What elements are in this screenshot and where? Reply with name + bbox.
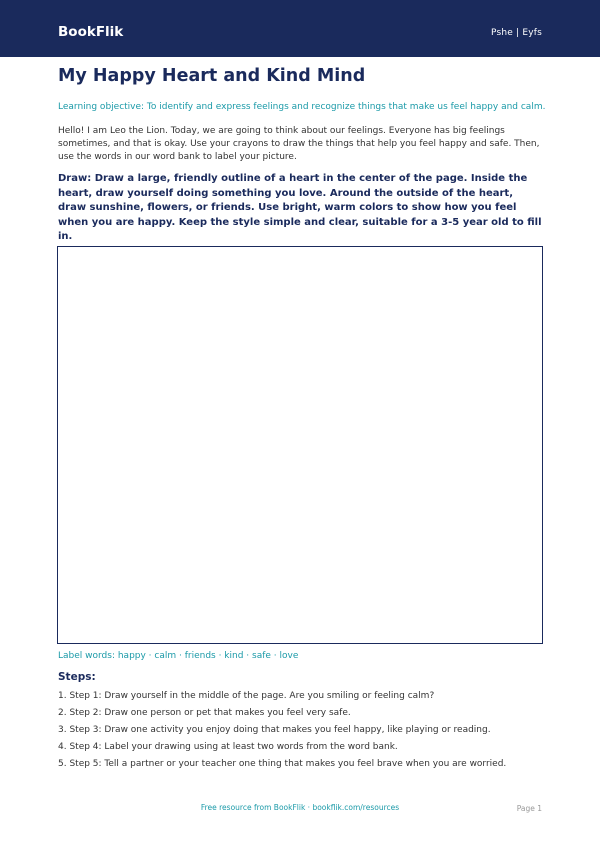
step-item: 3. Step 3: Draw one activity you enjoy doing that makes you feel happy, like playing or reading.: [58, 725, 491, 735]
draw-instruction: Draw: Draw a large, friendly outline of a heart in the center of the page. Inside the heart, draw yourself doing something you love. Around the outside of the heart, draw sunshine, flowers, or friends. Use bright, warm colors to show how you feel when you are happy. Keep the style simple and clear, suitable for a 3-5 year old to fill in.: [58, 173, 542, 242]
step-item: 4. Step 4: Label your drawing using at least two words from the word bank.: [58, 742, 398, 752]
steps-heading: Steps:: [58, 671, 96, 683]
drawing-area[interactable]: [57, 246, 543, 644]
footer-resource-link[interactable]: Free resource from BookFlik · bookflik.com/resources: [200, 803, 400, 812]
step-item: 2. Step 2: Draw one person or pet that makes you feel very safe.: [58, 708, 351, 718]
steps-list: [58, 688, 548, 773]
learning-objective: Learning objective: To identify and express feelings and recognize things that make us feel happy and calm.: [58, 102, 546, 112]
worksheet-title: My Happy Heart and Kind Mind: [58, 66, 366, 86]
header-bar: [0, 0, 600, 57]
page-number: Page 1: [516, 804, 542, 813]
step-item: 5. Step 5: Tell a partner or your teacher one thing that makes you feel brave when you are worried.: [58, 759, 507, 769]
brand-logo-text[interactable]: BookFlik: [58, 24, 124, 40]
label-word-bank: Label words: happy · calm · friends · kind · safe · love: [58, 651, 299, 661]
subject-tags: Pshe | Eyfs: [490, 28, 542, 38]
intro-paragraph: Hello! I am Leo the Lion. Today, we are going to think about our feelings. Everyone has big feelings sometimes, and that is okay. Use your crayons to draw the things that help you feel happy and safe. Then, use the words in our word bank to label your picture.: [58, 126, 540, 162]
step-item: 1. Step 1: Draw yourself in the middle of the page. Are you smiling or feeling calm?: [58, 691, 435, 701]
